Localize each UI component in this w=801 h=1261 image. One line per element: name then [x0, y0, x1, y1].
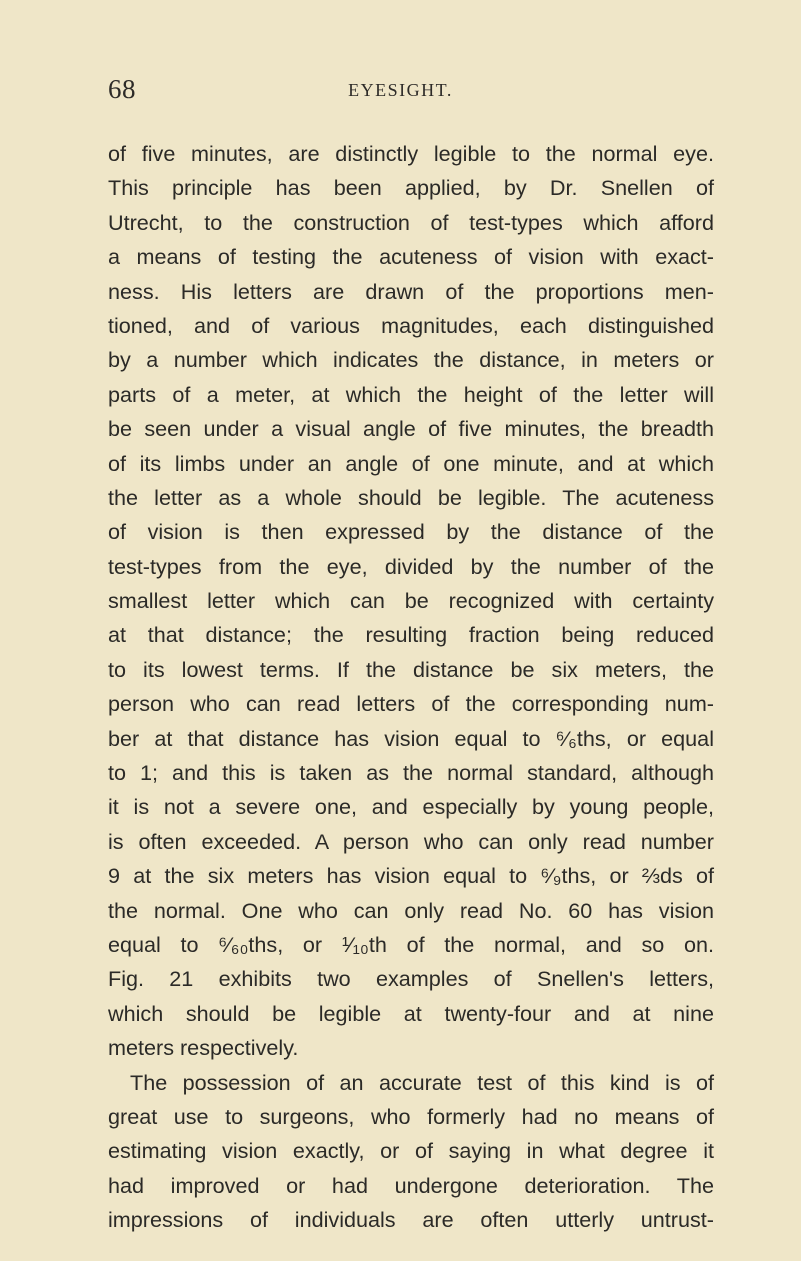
text-line: of its limbs under an angle of one minute, and at which	[108, 450, 714, 476]
text-line: a means of testing the acuteness of vision with exact-	[108, 244, 714, 270]
text-line: be seen under a visual angle of five minutes, the breadth	[108, 416, 714, 442]
text-line: parts of a meter, at which the height of the letter will	[108, 381, 714, 407]
text-line: of vision is then expressed by the distance of the	[108, 519, 714, 545]
text-line: Utrecht, to the construction of test-types which afford	[108, 209, 714, 235]
text-line: ber at that distance has vision equal to ⁶⁄₆ths, or equal	[108, 725, 714, 751]
text-line: the letter as a whole should be legible. The acuteness	[108, 484, 714, 510]
paragraph-end-line: meters respectively.	[108, 1035, 299, 1061]
text-line: of five minutes, are distinctly legible to the normal eye.	[108, 141, 714, 166]
text-line: equal to ⁶⁄₆₀ths, or ¹⁄₁₀th of the normal, and so on.	[108, 931, 714, 957]
text-line: which should be legible at twenty-four and at nine	[108, 1000, 714, 1026]
text-line: by a number which indicates the distance, in meters or	[108, 347, 714, 373]
text-line: to its lowest terms. If the distance be six meters, the	[108, 656, 714, 682]
text-line: 9 at the six meters has vision equal to ⁶⁄₉ths, or ⅔ds of	[108, 863, 714, 889]
text-line: had improved or had undergone deterioration. The	[108, 1172, 714, 1198]
text-line: it is not a severe one, and especially by young people,	[108, 794, 714, 820]
page-number: 68	[108, 74, 136, 104]
text-line: tioned, and of various magnitudes, each distinguished	[108, 312, 714, 338]
text-line: the normal. One who can only read No. 60 has vision	[108, 897, 714, 923]
paragraph-start-line: The possession of an accurate test of this kind is of	[130, 1069, 714, 1095]
text-line: person who can read letters of the corresponding num-	[108, 691, 714, 717]
page-header	[108, 74, 693, 104]
text-line: at that distance; the resulting fraction being reduced	[108, 622, 714, 648]
text-line: Fig. 21 exhibits two examples of Snellen's letters,	[108, 966, 714, 992]
text-line: great use to surgeons, who formerly had no means of	[108, 1103, 714, 1129]
text-line: test-types from the eye, divided by the number of the	[108, 553, 714, 579]
text-line: smallest letter which can be recognized with certainty	[108, 588, 714, 614]
running-title: EYESIGHT.	[348, 80, 453, 100]
text-line: to 1; and this is taken as the normal standard, although	[108, 760, 714, 786]
text-line: estimating vision exactly, or of saying in what degree it	[108, 1138, 714, 1164]
text-line: ness. His letters are drawn of the proportions men-	[108, 278, 714, 304]
body-text	[108, 137, 714, 1238]
text-line: impressions of individuals are often utterly untrust-	[108, 1207, 714, 1233]
text-line: This principle has been applied, by Dr. Snellen of	[108, 175, 714, 201]
text-line: is often exceeded. A person who can only read number	[108, 828, 714, 854]
